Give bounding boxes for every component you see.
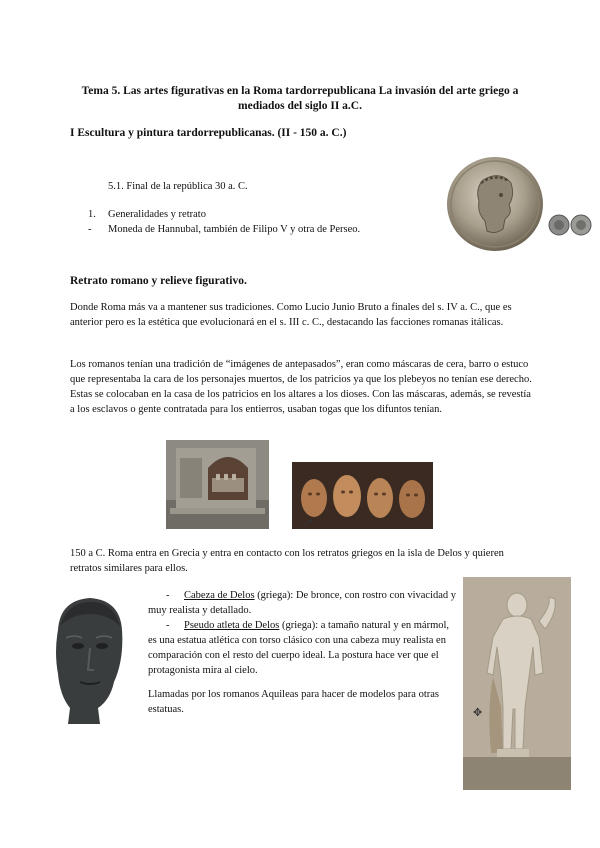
small-coins-image bbox=[548, 213, 592, 237]
bronze-head-image bbox=[38, 590, 138, 730]
list-item bbox=[88, 222, 360, 237]
paragraph-grecia-delos: 150 a C. Roma entra en Grecia y entra en contacto con los retratos griegos en la isla de Delos y quieren retratos similares para ellos. bbox=[70, 548, 504, 574]
pseudo-atleta-text: (griega): a tamaño natural y en mármol, es una estatua atlética con torso clásico con una cabeza muy realista en comparación con el resto del cuerpo ideal. La postura hace ver que el protagonista mira al cielo. bbox=[148, 620, 450, 676]
pseudo-atleta-label: Pseudo atleta de Delos bbox=[184, 620, 280, 631]
list-marker: - bbox=[166, 620, 170, 631]
subheading-final-republica: 5.1. Final de la república 30 a. C. bbox=[108, 181, 248, 192]
list-item-body bbox=[148, 618, 460, 678]
list-item-body bbox=[148, 588, 460, 618]
cabeza-delos-label: Cabeza de Delos bbox=[184, 590, 255, 601]
cursor-icon: ➚ bbox=[304, 516, 314, 529]
list-marker: - bbox=[166, 590, 170, 601]
coin-image bbox=[445, 155, 545, 253]
list-item-cabeza-delos bbox=[148, 588, 460, 618]
list-marker: 1. bbox=[88, 209, 96, 220]
list-marker: - bbox=[88, 224, 92, 235]
list-item-pseudo-atleta bbox=[148, 618, 460, 678]
altar-image bbox=[166, 440, 269, 529]
section-heading-retrato: Retrato romano y relieve figurativo. bbox=[70, 275, 247, 287]
list-generalidades bbox=[88, 207, 360, 237]
paragraph-aquileas: Llamadas por los romanos Aquileas para hacer de modelos para otras estatuas. bbox=[148, 689, 439, 715]
list-item bbox=[88, 207, 360, 222]
paragraph-imagenes-antepasados: Los romanos tenían una tradición de “imágenes de antepasados”, eran como máscaras de cera, barro o estuco que representaba la cara de los personajes muertos, de los patricios ya que los plebeyos no tenían ese derecho. Estas se colocaban en la casa de los patricios en los altares a los dioses. Con las máscaras, además, se revestía a los esclavos o gente contratada para los entierros, usaban togas que los difuntos tenían. bbox=[70, 359, 532, 415]
cabeza-delos-text: (griega): De bronce, con rostro con vivacidad y muy realista y detallado. bbox=[148, 590, 457, 616]
list-delos-works bbox=[148, 588, 460, 678]
list-item-text: Generalidades y retrato bbox=[108, 209, 206, 220]
section-heading-sculpture: I Escultura y pintura tardorrepublicanas. (II - 150 a. C.) bbox=[70, 127, 347, 139]
list-item-text: Moneda de Hannubal, también de Filipo V y otra de Perseo. bbox=[108, 224, 361, 235]
move-cursor-icon: ✥ bbox=[473, 706, 483, 719]
title-line-1: Tema 5. Las artes figurativas en la Roma tardorrepublicana La invasión del arte griego a bbox=[81, 85, 519, 97]
document-title bbox=[70, 84, 530, 114]
marble-statue-image bbox=[463, 577, 571, 790]
paragraph-roma-tradiciones: Donde Roma más va a mantener sus tradiciones. Como Lucio Junio Bruto a finales del s. IV a. C., que es anterior pero es la estética que evolucionará en el s. III c. C., destacando las facciones romanas itálicas. bbox=[70, 302, 512, 328]
title-line-2: mediados del siglo II a.C. bbox=[238, 100, 362, 112]
